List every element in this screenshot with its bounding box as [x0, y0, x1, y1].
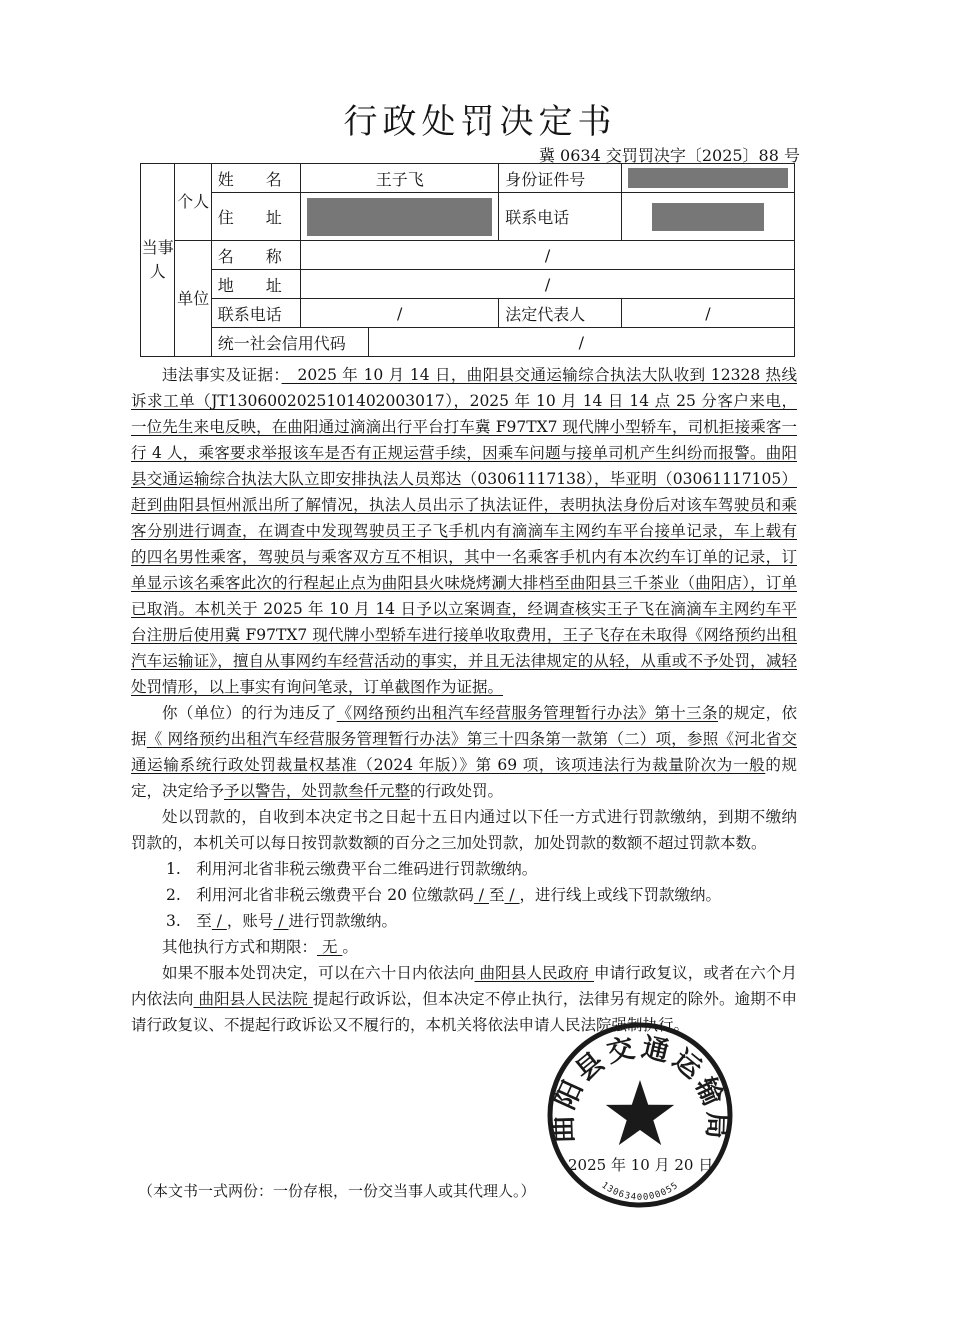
- credit-code-label: 统一社会信用代码: [211, 328, 368, 357]
- party-info-table: [140, 163, 795, 357]
- phone-label: 联系电话: [499, 193, 622, 241]
- id-value-redacted: [621, 164, 794, 193]
- credit-code-value: /: [368, 328, 794, 357]
- violation-paragraph: 你（单位）的行为违反了《网络预约出租汽车经营服务管理暂行办法》第十三条的规定，依据《 网络预约出租汽车经营服务管理暂行办法》第三十四条第一款第（二）项，参照《河北省交通运输系统行政处罚裁量权基准（2024 年版）》第 69 项，该项违法行为裁量阶次为一般的规定，决定给予予以警告，处罚款叁仟元整的行政处罚。: [131, 704, 797, 800]
- facts-text: 2025 年 10 月 14 日，曲阳县交通运输综合执法大队收到 12328 热线诉求工单（JT1306002025101402003017），2025 年 10 月 14 日 14 点 25 分客户来电，一位先生来电反映，在曲阳通过滴滴出行平台打车冀 F97TX7 现代牌小型轿车，司机拒接乘客一行 4 人，乘客要求举报该车是否有正规运营手续，因乘车问题与接单司机产生纠纷而报警。曲阳县交通运输综合执法大队立即安排执法人员郑达（03061117138），毕亚明（03061117105）赶到曲阳县恒州派出所了解情况，执法人员出示了执法证件，表明执法身份后对该车驾驶员和乘客分别进行调查，在调查中发现驾驶员王子飞手机内有滴滴车主网约车平台接单记录，车上载有的四名男性乘客，驾驶员与乘客双方互不相识，其中一名乘客手机内有本次约车订单的记录，订单显示该名乘客此次的行程起止点为曲阳县火味烧烤涮大排档至曲阳县三千茶业（曲阳店），订单已取消。本机关于 2025 年 10 月 14 日予以立案调查，经调查核实王子飞在滴滴车主网约车平台注册后使用冀 F97TX7 现代牌小型轿车进行接单收取费用，王子飞存在未取得《网络预约出租汽车运输证》，擅自从事网约车经营活动的事实，并且无法律规定的从轻，从重或不予处罚，减轻处罚情形，以上事实有询问笔录，订单截图作为证据。: [131, 366, 797, 696]
- document-body: [131, 362, 797, 1038]
- unit-phone-label: 联系电话: [211, 299, 300, 328]
- address-value-redacted: [301, 193, 499, 241]
- party-label: 当事人: [141, 164, 175, 357]
- name-label: 姓 名: [211, 164, 300, 193]
- unit-phone-value: /: [301, 299, 499, 328]
- legal-rep-label: 法定代表人: [499, 299, 622, 328]
- payment-method-3: 3. 至 / ，账号 / 进行罚款缴纳。: [166, 912, 397, 930]
- remedy-paragraph: 如果不服本处罚决定，可以在六十日内依法向 曲阳县人民政府 申请行政复议，或者在六个月内依法向 曲阳县人民法院 提起行政诉讼，但本决定不停止执行，法律另有规定的除外。逾期不申请行政复议、不提起行政诉讼又不履行的，本机关将依法申请人民法院强制执行。: [131, 964, 797, 1034]
- legal-rep-value: /: [621, 299, 794, 328]
- footer-note: （本文书一式两份：一份存根，一份交当事人或其代理人。）: [138, 1182, 536, 1200]
- issue-date: 2025 年 10 月 20 日: [568, 1156, 714, 1174]
- facts-paragraph: 违法事实及证据： 2025 年 10 月 14 日，曲阳县交通运输综合执法大队收到 12328 热线诉求工单（JT1306002025101402003017），2025 年 10 月 14 日 14 点 25 分客户来电，一位先生来电反映，在曲阳通过滴滴出行平台打车冀 F97TX7 现代牌小型轿车，司机拒接乘客一行 4 人，乘客要求举报该车是否有正规运营手续，因乘车问题与接单司机产生纠纷而报警。曲阳县交通运输综合执法大队立即安排执法人员郑达（03061117138），毕亚明（03061117105）赶到曲阳县恒州派出所了解情况，执法人员出示了执法证件，表明执法身份后对该车驾驶员和乘客分别进行调查，在调查中发现驾驶员王子飞手机内有滴滴车主网约车平台接单记录，车上载有的四名男性乘客，驾驶员与乘客双方互不相识，其中一名乘客手机内有本次约车订单的记录，订单显示该名乘客此次的行程起止点为曲阳县火味烧烤涮大排档至曲阳县三千茶业（曲阳店），订单已取消。本机关于 2025 年 10 月 14 日予以立案调查，经调查核实王子飞在滴滴车主网约车平台注册后使用冀 F97TX7 现代牌小型轿车进行接单收取费用，王子飞存在未取得《网络预约出租汽车运输证》，擅自从事网约车经营活动的事实，并且无法律规定的从轻，从重或不予处罚，减轻处罚情形，以上事实有询问笔录，订单截图作为证据。: [131, 366, 797, 696]
- phone-value-redacted: [621, 193, 794, 241]
- payment-method-1: 1. 利用河北省非税云缴费平台二维码进行罚款缴纳。: [166, 860, 538, 878]
- id-label: 身份证件号: [499, 164, 622, 193]
- seal-code: 1306340000055: [599, 1180, 681, 1203]
- star-icon: [606, 1080, 674, 1145]
- payment-method-2: 2. 利用河北省非税云缴费平台 20 位缴款码 / 至 / ，进行线上或线下罚款缴纳。: [166, 886, 722, 904]
- person-label: 个人: [175, 164, 211, 241]
- unit-name-label: 名 称: [211, 241, 300, 270]
- unit-address-value: /: [301, 270, 795, 299]
- unit-name-value: /: [301, 241, 795, 270]
- seal-text: 曲阳县交通运输局: [547, 1031, 733, 1144]
- document-title: 行政处罚决定书: [343, 102, 617, 142]
- other-execution: 其他执行方式和期限： 无 。: [162, 938, 358, 956]
- unit-address-label: 地 址: [211, 270, 300, 299]
- unit-label: 单位: [175, 241, 211, 357]
- document-number: 冀 0634 交罚罚决字〔2025〕88 号: [538, 146, 800, 165]
- payment-intro: 处以罚款的，自收到本决定书之日起十五日内通过以下任一方式进行罚款缴纳，到期不缴纳罚款的，本机关可以每日按罚款数额的百分之三加处罚款，加处罚款的数额不超过罚款本数。: [131, 808, 797, 852]
- name-value: 王子飞: [301, 164, 499, 193]
- official-seal: [545, 1020, 735, 1210]
- address-label: 住 址: [211, 193, 300, 241]
